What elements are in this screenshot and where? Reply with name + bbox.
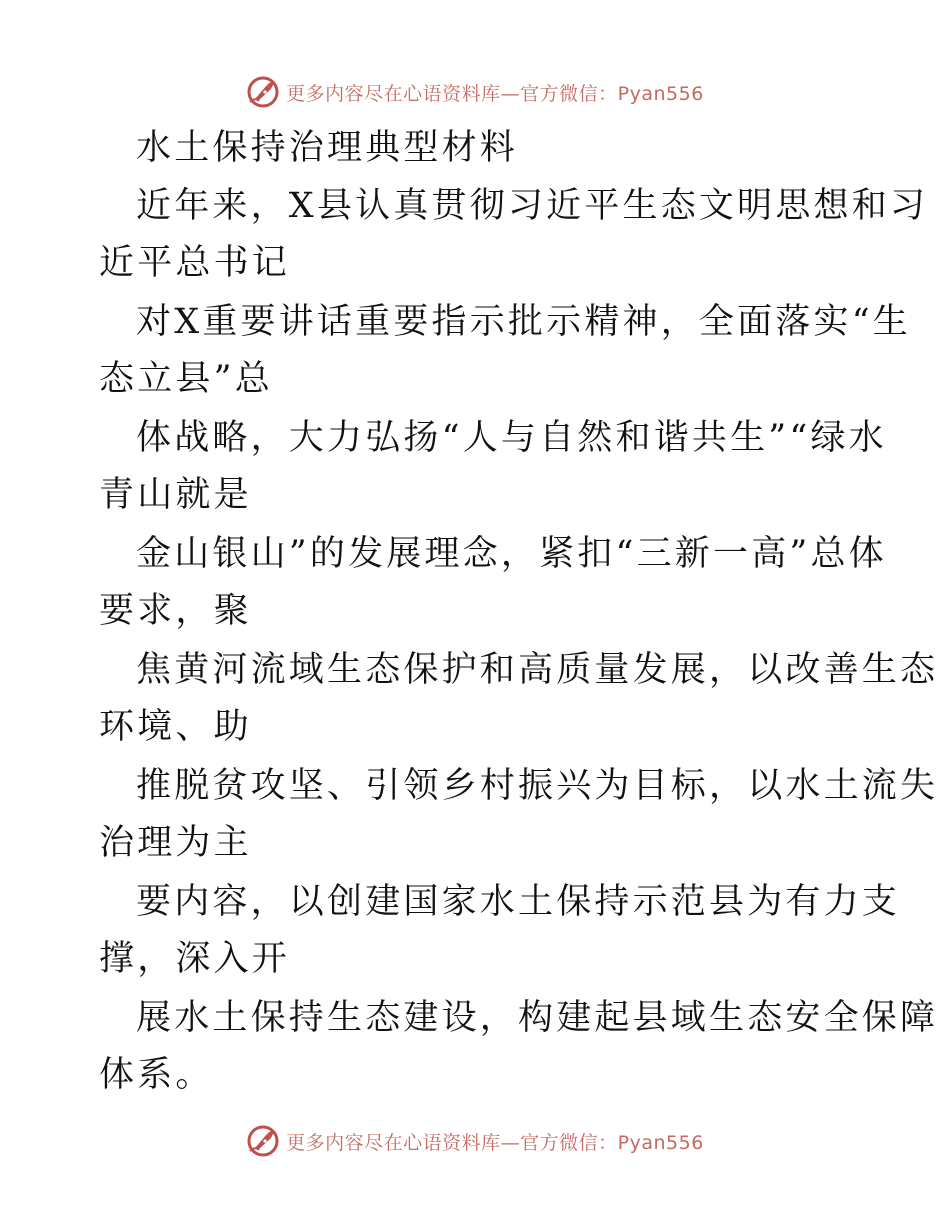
paragraph-line: 青山就是: [99, 475, 252, 515]
paragraph-line: 要求，聚: [99, 591, 252, 631]
paragraph-line: 推脱贫攻坚、引领乡村振兴为目标，以水土流失: [136, 766, 939, 806]
paragraph-line: 环境、助: [99, 707, 252, 747]
pen-nib-logo-icon: [246, 75, 280, 109]
paragraph-line: 金山银山”的发展理念，紧扣“三新一高”总体: [136, 534, 887, 574]
paragraph-line: 对X重要讲话重要指示批示精神，全面落实“生: [136, 302, 912, 342]
paragraph-line: 近年来，X县认真贯彻习近平生态文明思想和习: [136, 186, 929, 226]
paragraph-line: 治理为主: [99, 823, 252, 863]
pen-nib-logo-icon: [246, 1124, 280, 1158]
document-title: 水土保持治理典型材料: [136, 128, 519, 168]
watermark-content: [246, 75, 704, 109]
header-watermark: [0, 72, 950, 112]
paragraph-line: 要内容，以创建国家水土保持示范县为有力支: [136, 882, 901, 922]
paragraph-line: 撑，深入开: [99, 939, 291, 979]
paragraph-line: 展水土保持生态建设，构建起县域生态安全保障: [136, 998, 939, 1038]
paragraph-line: 体战略，大力弘扬“人与自然和谐共生”“绿水: [136, 418, 887, 458]
paragraph-line: 体系。: [99, 1055, 214, 1095]
watermark-text: 更多内容尽在心语资料库—官方微信：Pyan556: [286, 1131, 704, 1154]
footer-watermark: [0, 1121, 950, 1161]
paragraph-line: 近平总书记: [99, 243, 291, 283]
watermark-content: [246, 1124, 704, 1158]
paragraph-line: 态立县”总: [99, 359, 273, 399]
watermark-text: 更多内容尽在心语资料库—官方微信：Pyan556: [286, 82, 704, 105]
watermark-account: Pyan556: [617, 1131, 704, 1154]
watermark-account: Pyan556: [617, 82, 704, 105]
paragraph-line: 焦黄河流域生态保护和高质量发展，以改善生态: [136, 650, 939, 690]
